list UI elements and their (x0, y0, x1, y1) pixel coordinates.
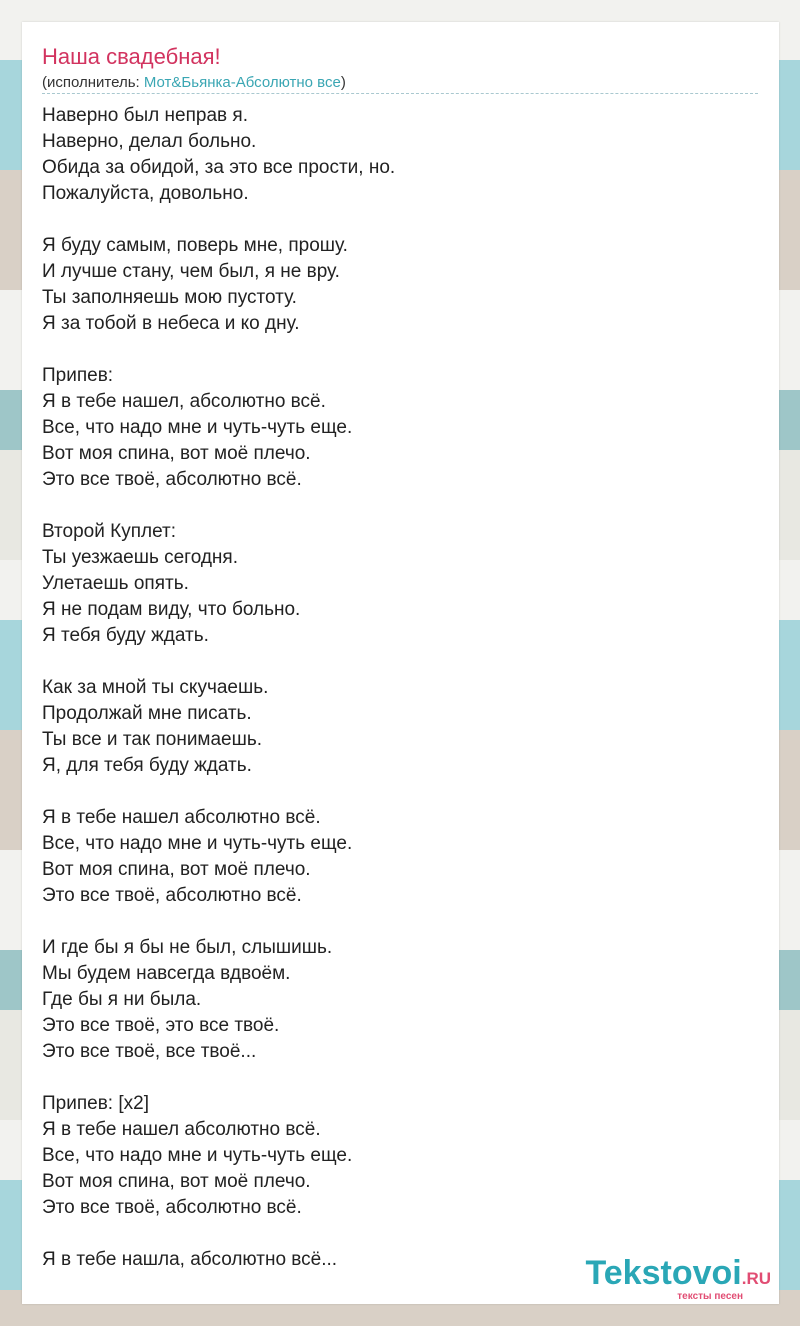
subtitle-prefix: (исполнитель: (42, 74, 144, 91)
lyric-line: Все, что надо мне и чуть-чуть еще. (42, 417, 353, 438)
lyric-line: Наверно был неправ я. (42, 105, 248, 126)
lyric-line: И где бы я бы не был, слышишь. (42, 937, 333, 958)
lyric-line: Припев: [x2] (42, 1093, 149, 1114)
lyric-line: Мы будем навсегда вдвоём. (42, 963, 291, 984)
song-subtitle (42, 74, 346, 91)
lyric-line: Я буду самым, поверь мне, прошу. (42, 235, 348, 256)
lyric-line: И лучше стану, чем был, я не вру. (42, 261, 340, 282)
lyric-line (42, 207, 395, 233)
logo-tld: .RU (741, 1269, 771, 1288)
lyric-line: Обида за обидой, за это все прости, но. (42, 157, 396, 178)
lyric-line: Вот моя спина, вот моё плечо. (42, 859, 311, 880)
lyric-line: Я в тебе нашел, абсолютно всё. (42, 391, 326, 412)
lyric-line (42, 909, 395, 935)
lyric-line: Улетаешь опять. (42, 573, 189, 594)
lyric-line (42, 649, 395, 675)
lyric-line: Продолжай мне писать. (42, 703, 252, 724)
lyric-line: Ты заполняешь мою пустоту. (42, 287, 297, 308)
song-title: Наша свадебная! (42, 44, 221, 69)
lyric-line: Вот моя спина, вот моё плечо. (42, 1171, 311, 1192)
lyric-line (42, 493, 395, 519)
lyrics-card (22, 22, 779, 1304)
lyric-line: Я в тебе нашел абсолютно всё. (42, 807, 321, 828)
lyric-line: Ты все и так понимаешь. (42, 729, 263, 750)
lyric-line (42, 779, 395, 805)
site-logo[interactable] (586, 1255, 771, 1302)
lyric-line: Я тебя буду ждать. (42, 625, 209, 646)
lyric-line: Это все твоё, абсолютно всё. (42, 885, 302, 906)
dashed-divider (42, 93, 758, 94)
lyric-line (42, 337, 395, 363)
lyric-line: Я не подам виду, что больно. (42, 599, 301, 620)
lyric-line: Как за мной ты скучаешь. (42, 677, 269, 698)
lyric-line (42, 1065, 395, 1091)
lyric-line: Где бы я ни была. (42, 989, 202, 1010)
lyric-line: Пожалуйста, довольно. (42, 183, 249, 204)
lyric-line: Наверно, делал больно. (42, 131, 257, 152)
lyric-line: Ты уезжаешь сегодня. (42, 547, 238, 568)
lyric-line: Припев: (42, 365, 114, 386)
lyric-line (42, 1221, 395, 1247)
lyrics-text (42, 103, 395, 1273)
lyric-line: Я в тебе нашел абсолютно всё. (42, 1119, 321, 1140)
lyric-line: Все, что надо мне и чуть-чуть еще. (42, 1145, 353, 1166)
lyric-line: Вот моя спина, вот моё плечо. (42, 443, 311, 464)
subtitle-suffix: ) (340, 74, 346, 91)
logo-name: Tekstovoi (585, 1254, 742, 1292)
lyric-line: Это все твоё, это все твоё. (42, 1015, 280, 1036)
lyric-line: Это все твоё, абсолютно всё. (42, 1197, 302, 1218)
lyric-line: Все, что надо мне и чуть-чуть еще. (42, 833, 353, 854)
logo-tagline: тексты песен (677, 1291, 743, 1302)
lyric-line: Я за тобой в небеса и ко дну. (42, 313, 300, 334)
lyric-line: Я в тебе нашла, абсолютно всё... (42, 1249, 338, 1270)
lyric-line: Это все твоё, абсолютно всё. (42, 469, 302, 490)
lyric-line: Это все твоё, все твоё... (42, 1041, 257, 1062)
lyric-line: Я, для тебя буду ждать. (42, 755, 252, 776)
lyric-line: Второй Куплет: (42, 521, 176, 542)
artist-link[interactable]: Мот&Бьянка-Абсолютно все (143, 74, 341, 91)
